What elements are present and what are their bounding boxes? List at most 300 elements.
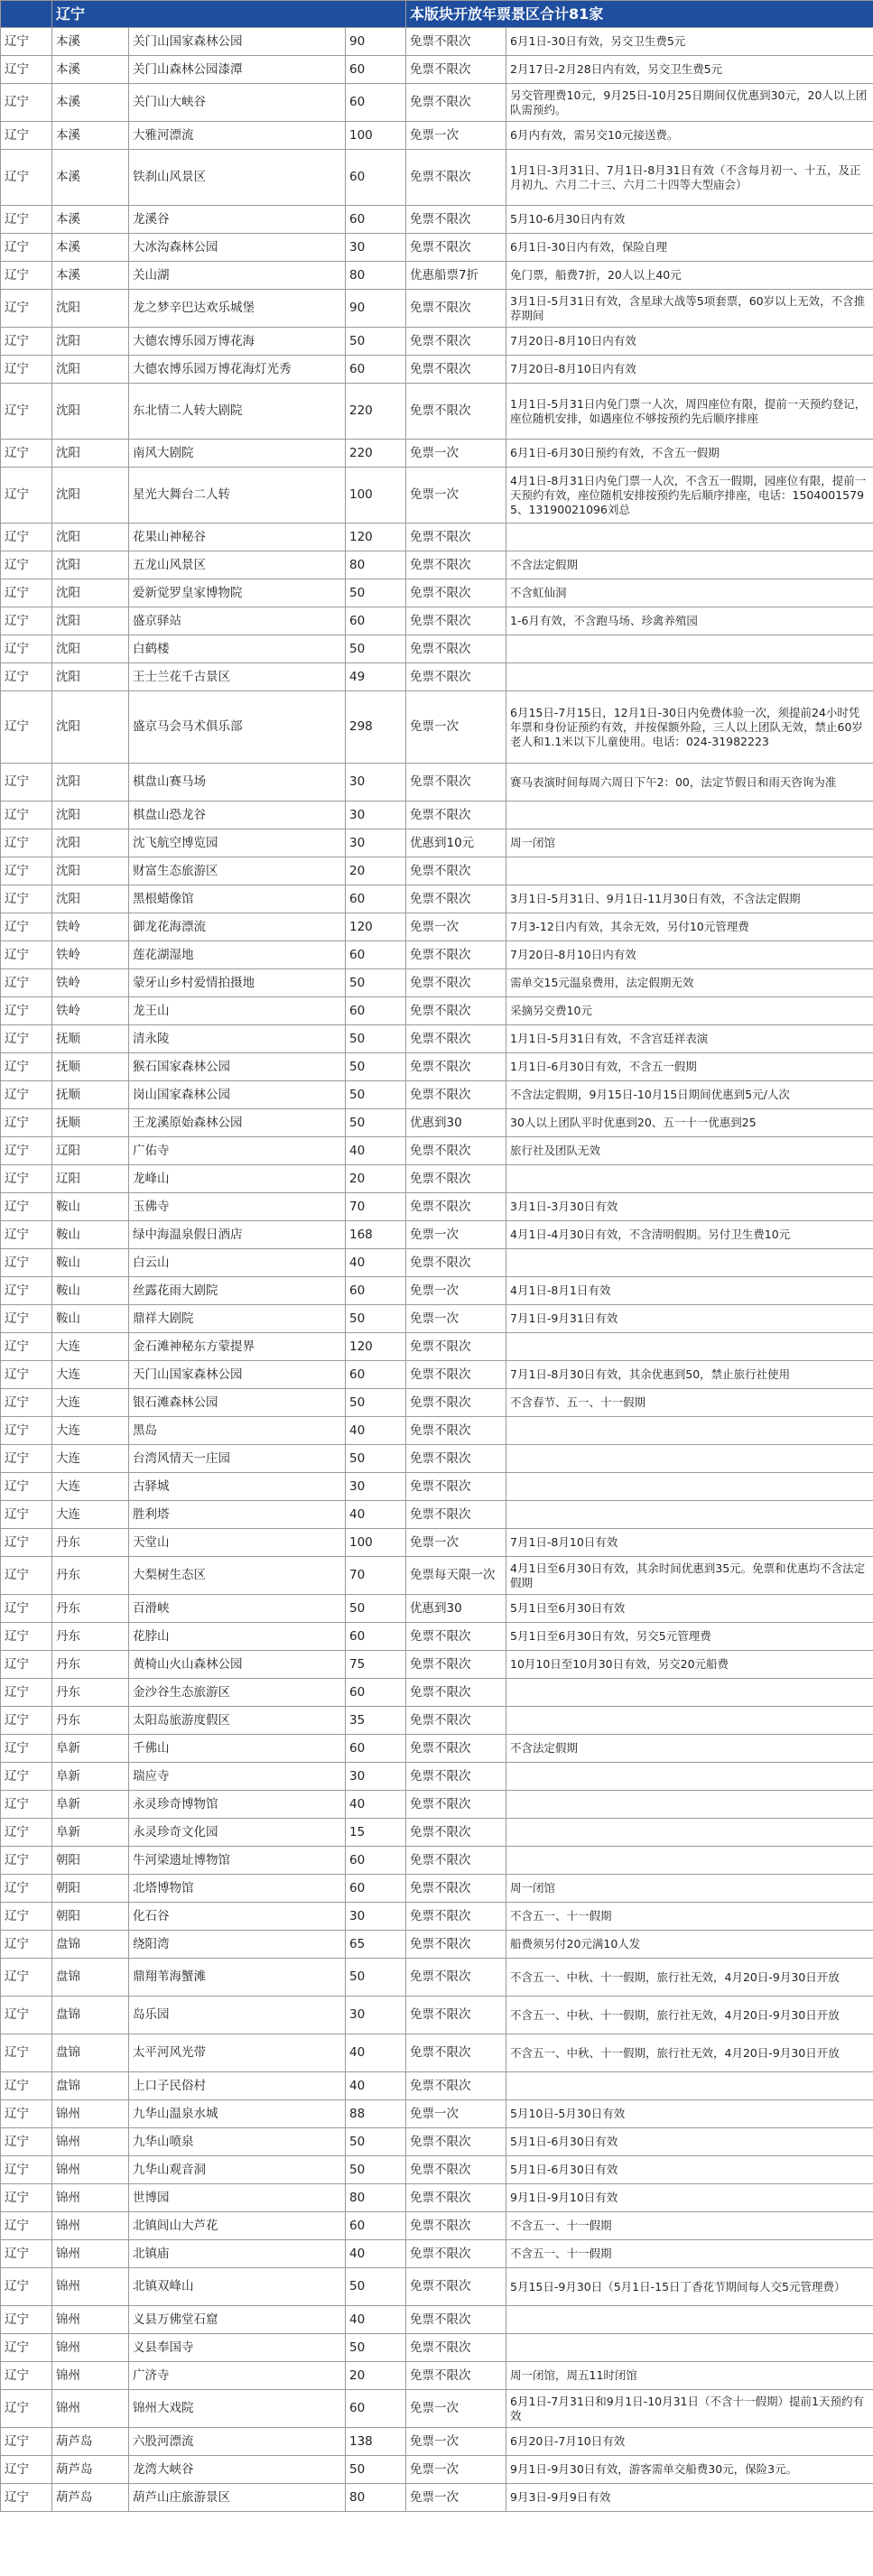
table-row: [1, 2390, 873, 2428]
cell-price: 80: [346, 2484, 406, 2512]
cell-scenic-spot: 关门山森林公园漆潭: [129, 56, 346, 84]
cell-price: 30: [346, 764, 406, 802]
cell-city: 铁岭: [52, 913, 129, 941]
cell-scenic-spot: 大梨树生态区: [129, 1557, 346, 1595]
cell-province: 辽宁: [1, 2100, 52, 2128]
cell-price: 120: [346, 524, 406, 551]
cell-city: 本溪: [52, 56, 129, 84]
cell-province: 辽宁: [1, 2362, 52, 2390]
cell-city: 沈阳: [52, 468, 129, 524]
table-row: [1, 1529, 873, 1557]
cell-price: 60: [346, 356, 406, 384]
cell-scenic-spot: 广佑寺: [129, 1137, 346, 1165]
table-row: [1, 1903, 873, 1931]
cell-note: 9月1日-9月30日有效，游客需单交船费30元，保险3元。: [506, 2456, 873, 2484]
cell-scenic-spot: 关门山大峡谷: [129, 84, 346, 122]
cell-price: 60: [346, 1735, 406, 1763]
cell-price: 40: [346, 2306, 406, 2334]
cell-city: 大连: [52, 1473, 129, 1501]
table-row: [1, 691, 873, 764]
cell-note: 7月20日-8月10日内有效: [506, 328, 873, 356]
cell-price: 15: [346, 1819, 406, 1847]
cell-note: 6月1日-7月31日和9月1日-10月31日（不含十一假期）提前1天预约有效: [506, 2390, 873, 2428]
table-row: [1, 1165, 873, 1193]
table-row: [1, 122, 873, 150]
cell-city: 抚顺: [52, 1053, 129, 1081]
cell-scenic-spot: 黑岛: [129, 1417, 346, 1445]
cell-ticket-policy: 免票不限次: [406, 1791, 506, 1819]
table-row: [1, 2240, 873, 2268]
cell-city: 辽阳: [52, 1165, 129, 1193]
cell-price: 20: [346, 1165, 406, 1193]
cell-ticket-policy: 免票不限次: [406, 1081, 506, 1109]
cell-scenic-spot: 关门山国家森林公园: [129, 28, 346, 56]
cell-province: 辽宁: [1, 1651, 52, 1679]
cell-province: 辽宁: [1, 440, 52, 468]
table-row: [1, 1735, 873, 1763]
table-row: [1, 2306, 873, 2334]
cell-ticket-policy: 免票一次: [406, 2484, 506, 2512]
cell-price: 60: [346, 1679, 406, 1707]
cell-scenic-spot: 九华山喷泉: [129, 2128, 346, 2156]
cell-ticket-policy: 免票不限次: [406, 1389, 506, 1417]
cell-note: [506, 1473, 873, 1501]
cell-ticket-policy: 免票不限次: [406, 1997, 506, 2034]
cell-province: 辽宁: [1, 1529, 52, 1557]
cell-province: 辽宁: [1, 262, 52, 290]
cell-province: 辽宁: [1, 1707, 52, 1735]
cell-price: 80: [346, 2184, 406, 2212]
cell-scenic-spot: 金石滩神秘东方蒙提界: [129, 1333, 346, 1361]
cell-scenic-spot: 铁刹山风景区: [129, 150, 346, 206]
cell-scenic-spot: 百滑峡: [129, 1595, 346, 1623]
cell-scenic-spot: 义县万佛堂石窟: [129, 2306, 346, 2334]
cell-ticket-policy: 免票不限次: [406, 1819, 506, 1847]
cell-ticket-policy: 免票不限次: [406, 1501, 506, 1529]
cell-scenic-spot: 瑞应寺: [129, 1763, 346, 1791]
cell-note: [506, 1847, 873, 1875]
cell-ticket-policy: 免票不限次: [406, 1249, 506, 1277]
cell-city: 大连: [52, 1417, 129, 1445]
cell-price: 298: [346, 691, 406, 764]
cell-city: 葫芦岛: [52, 2484, 129, 2512]
cell-scenic-spot: 白云山: [129, 1249, 346, 1277]
cell-city: 沈阳: [52, 829, 129, 857]
cell-city: 葫芦岛: [52, 2428, 129, 2456]
cell-scenic-spot: 上口子民俗村: [129, 2072, 346, 2100]
cell-note: 5月15日-9月30日（5月1日-15日丁香花节期间每人交5元管理费）: [506, 2268, 873, 2306]
cell-scenic-spot: 棋盘山恐龙谷: [129, 802, 346, 829]
cell-price: 40: [346, 1249, 406, 1277]
cell-ticket-policy: 免票不限次: [406, 857, 506, 885]
cell-city: 锦州: [52, 2156, 129, 2184]
table-row: [1, 262, 873, 290]
cell-scenic-spot: 龙之梦辛巴达欢乐城堡: [129, 290, 346, 328]
table-row: [1, 524, 873, 551]
cell-ticket-policy: 免票不限次: [406, 84, 506, 122]
cell-scenic-spot: 世博园: [129, 2184, 346, 2212]
cell-note: 9月1日-9月10日有效: [506, 2184, 873, 2212]
cell-ticket-policy: 免票不限次: [406, 290, 506, 328]
cell-city: 沈阳: [52, 524, 129, 551]
cell-city: 本溪: [52, 84, 129, 122]
cell-scenic-spot: 北镇双峰山: [129, 2268, 346, 2306]
cell-province: 辽宁: [1, 1791, 52, 1819]
cell-note: 1月1日-6月30日有效，不含五一假期: [506, 1053, 873, 1081]
cell-city: 丹东: [52, 1595, 129, 1623]
cell-scenic-spot: 大冰沟森林公园: [129, 234, 346, 262]
cell-price: 50: [346, 635, 406, 663]
table-header-row: [1, 1, 873, 28]
table-row: [1, 663, 873, 691]
cell-ticket-policy: 免票不限次: [406, 1763, 506, 1791]
cell-ticket-policy: 免票不限次: [406, 1165, 506, 1193]
cell-price: 220: [346, 440, 406, 468]
cell-ticket-policy: 免票不限次: [406, 206, 506, 234]
table-row: [1, 2212, 873, 2240]
cell-scenic-spot: 化石谷: [129, 1903, 346, 1931]
cell-note: 4月1日-4月30日有效，不含清明假期。另付卫生费10元: [506, 1221, 873, 1249]
cell-ticket-policy: 免票不限次: [406, 663, 506, 691]
cell-price: 80: [346, 551, 406, 579]
cell-scenic-spot: 沈飞航空博览园: [129, 829, 346, 857]
cell-price: 50: [346, 579, 406, 607]
cell-note: 另交管理费10元，9月25日-10月25日期间仅优惠到30元，20人以上团队需预约。: [506, 84, 873, 122]
cell-province: 辽宁: [1, 2156, 52, 2184]
cell-scenic-spot: 玉佛寺: [129, 1193, 346, 1221]
table-row: [1, 2362, 873, 2390]
cell-note: 7月1日-9月31日有效: [506, 1305, 873, 1333]
cell-note: 4月1日至6月30日有效，其余时间优惠到35元。免票和优惠均不含法定假期: [506, 1557, 873, 1595]
cell-price: 60: [346, 150, 406, 206]
cell-price: 90: [346, 290, 406, 328]
cell-price: 120: [346, 1333, 406, 1361]
cell-city: 朝阳: [52, 1847, 129, 1875]
cell-note: [506, 1679, 873, 1707]
cell-city: 本溪: [52, 234, 129, 262]
cell-note: 7月20日-8月10日内有效: [506, 941, 873, 969]
cell-province: 辽宁: [1, 468, 52, 524]
cell-scenic-spot: 岗山国家森林公园: [129, 1081, 346, 1109]
cell-ticket-policy: 免票不限次: [406, 2212, 506, 2240]
cell-ticket-policy: 免票不限次: [406, 551, 506, 579]
cell-note: 4月1日-8月1日有效: [506, 1277, 873, 1305]
cell-scenic-spot: 大雅河漂流: [129, 122, 346, 150]
cell-city: 辽阳: [52, 1137, 129, 1165]
table-row: [1, 1249, 873, 1277]
cell-scenic-spot: 星光大舞台二人转: [129, 468, 346, 524]
cell-price: 90: [346, 28, 406, 56]
cell-price: 50: [346, 1445, 406, 1473]
cell-note: 2月17日-2月28日内有效，另交卫生费5元: [506, 56, 873, 84]
cell-province: 辽宁: [1, 764, 52, 802]
table-row: [1, 635, 873, 663]
cell-city: 本溪: [52, 206, 129, 234]
cell-province: 辽宁: [1, 2184, 52, 2212]
cell-province: 辽宁: [1, 2212, 52, 2240]
cell-ticket-policy: 免票不限次: [406, 1903, 506, 1931]
cell-note: [506, 2072, 873, 2100]
cell-province: 辽宁: [1, 607, 52, 635]
cell-price: 35: [346, 1707, 406, 1735]
cell-note: 采摘另交费10元: [506, 997, 873, 1025]
cell-city: 锦州: [52, 2128, 129, 2156]
cell-province: 辽宁: [1, 122, 52, 150]
cell-scenic-spot: 御龙花海漂流: [129, 913, 346, 941]
cell-note: 周一闭馆: [506, 1875, 873, 1903]
cell-province: 辽宁: [1, 1763, 52, 1791]
cell-price: 60: [346, 607, 406, 635]
cell-province: 辽宁: [1, 1333, 52, 1361]
cell-note: [506, 1707, 873, 1735]
cell-city: 锦州: [52, 2100, 129, 2128]
cell-ticket-policy: 优惠到30: [406, 1595, 506, 1623]
cell-scenic-spot: 鼎翔苇海蟹滩: [129, 1959, 346, 1997]
cell-city: 铁岭: [52, 969, 129, 997]
table-row: [1, 1025, 873, 1053]
table-row: [1, 1277, 873, 1305]
cell-province: 辽宁: [1, 1361, 52, 1389]
cell-province: 辽宁: [1, 56, 52, 84]
cell-price: 40: [346, 1791, 406, 1819]
table-row: [1, 1081, 873, 1109]
cell-price: 40: [346, 2072, 406, 2100]
cell-city: 锦州: [52, 2390, 129, 2428]
table-row: [1, 1221, 873, 1249]
cell-city: 盘锦: [52, 1931, 129, 1959]
cell-scenic-spot: 白鹤楼: [129, 635, 346, 663]
cell-city: 锦州: [52, 2334, 129, 2362]
cell-note: 5月1日至6月30日有效: [506, 1595, 873, 1623]
cell-scenic-spot: 龙王山: [129, 997, 346, 1025]
cell-ticket-policy: 免票不限次: [406, 234, 506, 262]
cell-note: 3月1日-3月30日有效: [506, 1193, 873, 1221]
table-row: [1, 607, 873, 635]
cell-city: 沈阳: [52, 440, 129, 468]
cell-note: [506, 524, 873, 551]
cell-note: 不含虹仙洞: [506, 579, 873, 607]
cell-city: 鞍山: [52, 1249, 129, 1277]
cell-scenic-spot: 胜利塔: [129, 1501, 346, 1529]
table-row: [1, 1333, 873, 1361]
cell-scenic-spot: 金沙谷生态旅游区: [129, 1679, 346, 1707]
cell-note: [506, 1417, 873, 1445]
cell-price: 50: [346, 2456, 406, 2484]
cell-note: [506, 2306, 873, 2334]
table-row: [1, 1595, 873, 1623]
cell-price: 60: [346, 941, 406, 969]
cell-price: 30: [346, 234, 406, 262]
cell-city: 本溪: [52, 150, 129, 206]
cell-note: [506, 1445, 873, 1473]
cell-ticket-policy: 优惠到10元: [406, 829, 506, 857]
cell-note: 6月内有效，需另交10元接送费。: [506, 122, 873, 150]
cell-ticket-policy: 免票一次: [406, 2428, 506, 2456]
cell-price: 100: [346, 122, 406, 150]
cell-ticket-policy: 免票不限次: [406, 2362, 506, 2390]
table-row: [1, 1997, 873, 2034]
cell-scenic-spot: 花果山神秘谷: [129, 524, 346, 551]
cell-city: 丹东: [52, 1679, 129, 1707]
cell-scenic-spot: 太平河风光带: [129, 2034, 346, 2072]
cell-province: 辽宁: [1, 206, 52, 234]
cell-price: 50: [346, 1081, 406, 1109]
cell-scenic-spot: 银石滩森林公园: [129, 1389, 346, 1417]
cell-province: 辽宁: [1, 2072, 52, 2100]
cell-scenic-spot: 永灵珍奇文化园: [129, 1819, 346, 1847]
cell-city: 大连: [52, 1501, 129, 1529]
cell-ticket-policy: 免票不限次: [406, 885, 506, 913]
cell-city: 沈阳: [52, 579, 129, 607]
cell-price: 100: [346, 1529, 406, 1557]
table-row: [1, 2128, 873, 2156]
cell-province: 辽宁: [1, 857, 52, 885]
cell-city: 抚顺: [52, 1025, 129, 1053]
cell-ticket-policy: 免票不限次: [406, 1847, 506, 1875]
cell-city: 丹东: [52, 1557, 129, 1595]
cell-city: 葫芦岛: [52, 2456, 129, 2484]
table-row: [1, 440, 873, 468]
cell-note: 1月1日-3月31日、7月1日-8月31日有效（不含每月初一、十五，及正月初九、六月二十三、六月二十四等大型庙会）: [506, 150, 873, 206]
cell-note: [506, 2334, 873, 2362]
cell-note: 不含五一、十一假期: [506, 2212, 873, 2240]
cell-note: 30人以上团队平时优惠到20、五一十一优惠到25: [506, 1109, 873, 1137]
cell-scenic-spot: 绿中海温泉假日酒店: [129, 1221, 346, 1249]
cell-city: 本溪: [52, 122, 129, 150]
cell-note: 不含五一、中秋、十一假期，旅行社无效，4月20日-9月30日开放: [506, 1997, 873, 2034]
cell-scenic-spot: 九华山温泉水城: [129, 2100, 346, 2128]
cell-province: 辽宁: [1, 2268, 52, 2306]
cell-ticket-policy: 免票不限次: [406, 635, 506, 663]
cell-province: 辽宁: [1, 2306, 52, 2334]
cell-city: 盘锦: [52, 1959, 129, 1997]
table-row: [1, 913, 873, 941]
cell-province: 辽宁: [1, 2484, 52, 2512]
table-row: [1, 997, 873, 1025]
cell-city: 丹东: [52, 1651, 129, 1679]
cell-province: 辽宁: [1, 2334, 52, 2362]
cell-province: 辽宁: [1, 1053, 52, 1081]
cell-note: 7月1日-8月10日有效: [506, 1529, 873, 1557]
cell-price: 50: [346, 969, 406, 997]
header-province: 辽宁: [52, 1, 406, 28]
cell-scenic-spot: 广济寺: [129, 2362, 346, 2390]
table-row: [1, 1819, 873, 1847]
cell-scenic-spot: 绕阳湾: [129, 1931, 346, 1959]
cell-note: 不含五一、中秋、十一假期，旅行社无效，4月20日-9月30日开放: [506, 2034, 873, 2072]
cell-ticket-policy: 免票一次: [406, 913, 506, 941]
cell-price: 30: [346, 802, 406, 829]
table-row: [1, 1473, 873, 1501]
cell-ticket-policy: 免票不限次: [406, 1445, 506, 1473]
cell-province: 辽宁: [1, 356, 52, 384]
cell-ticket-policy: 免票一次: [406, 1529, 506, 1557]
cell-price: 138: [346, 2428, 406, 2456]
table-row: [1, 885, 873, 913]
cell-note: 不含法定假期: [506, 551, 873, 579]
cell-ticket-policy: 免票不限次: [406, 969, 506, 997]
cell-province: 辽宁: [1, 1249, 52, 1277]
cell-note: 旅行社及团队无效: [506, 1137, 873, 1165]
cell-scenic-spot: 莲花湖湿地: [129, 941, 346, 969]
cell-province: 辽宁: [1, 913, 52, 941]
cell-ticket-policy: 免票不限次: [406, 2072, 506, 2100]
cell-price: 50: [346, 1305, 406, 1333]
cell-scenic-spot: 龙溪谷: [129, 206, 346, 234]
cell-note: 5月1日-6月30日有效: [506, 2156, 873, 2184]
table-row: [1, 1679, 873, 1707]
cell-ticket-policy: 免票每天限一次: [406, 1557, 506, 1595]
cell-province: 辽宁: [1, 1903, 52, 1931]
cell-ticket-policy: 优惠到30: [406, 1109, 506, 1137]
cell-ticket-policy: 免票不限次: [406, 1025, 506, 1053]
cell-ticket-policy: 免票不限次: [406, 1735, 506, 1763]
cell-note: 5月10日-5月30日有效: [506, 2100, 873, 2128]
cell-province: 辽宁: [1, 1137, 52, 1165]
table-row: [1, 206, 873, 234]
cell-note: [506, 1819, 873, 1847]
cell-note: 5月1日-6月30日有效: [506, 2128, 873, 2156]
cell-city: 沈阳: [52, 764, 129, 802]
cell-note: [506, 1165, 873, 1193]
table-row: [1, 384, 873, 440]
table-row: [1, 1875, 873, 1903]
table-row: [1, 2034, 873, 2072]
table-row: [1, 551, 873, 579]
table-row: [1, 1763, 873, 1791]
table-row: [1, 150, 873, 206]
cell-province: 辽宁: [1, 941, 52, 969]
cell-scenic-spot: 王龙溪原始森林公园: [129, 1109, 346, 1137]
table-row: [1, 234, 873, 262]
cell-city: 丹东: [52, 1707, 129, 1735]
cell-ticket-policy: 免票不限次: [406, 1959, 506, 1997]
cell-ticket-policy: 免票不限次: [406, 607, 506, 635]
cell-price: 168: [346, 1221, 406, 1249]
cell-ticket-policy: 免票一次: [406, 691, 506, 764]
cell-ticket-policy: 优惠船票7折: [406, 262, 506, 290]
cell-ticket-policy: 免票不限次: [406, 2034, 506, 2072]
cell-ticket-policy: 免票不限次: [406, 802, 506, 829]
cell-scenic-spot: 牛河梁遗址博物馆: [129, 1847, 346, 1875]
cell-price: 50: [346, 2334, 406, 2362]
cell-note: 3月1日-5月31日有效，含星球大战等5项套票，60岁以上无效，不含推荐期间: [506, 290, 873, 328]
cell-ticket-policy: 免票不限次: [406, 524, 506, 551]
cell-ticket-policy: 免票不限次: [406, 1931, 506, 1959]
cell-price: 50: [346, 1109, 406, 1137]
cell-price: 60: [346, 2390, 406, 2428]
cell-price: 49: [346, 663, 406, 691]
cell-note: [506, 857, 873, 885]
cell-city: 沈阳: [52, 384, 129, 440]
cell-province: 辽宁: [1, 2456, 52, 2484]
table-row: [1, 2072, 873, 2100]
cell-ticket-policy: 免票不限次: [406, 997, 506, 1025]
cell-ticket-policy: 免票不限次: [406, 2306, 506, 2334]
table-row: [1, 1137, 873, 1165]
table-row: [1, 1361, 873, 1389]
cell-ticket-policy: 免票一次: [406, 2456, 506, 2484]
cell-price: 60: [346, 84, 406, 122]
cell-city: 沈阳: [52, 356, 129, 384]
cell-price: 60: [346, 1623, 406, 1651]
table-row: [1, 2484, 873, 2512]
cell-ticket-policy: 免票不限次: [406, 2156, 506, 2184]
cell-price: 120: [346, 913, 406, 941]
cell-province: 辽宁: [1, 28, 52, 56]
cell-ticket-policy: 免票不限次: [406, 1651, 506, 1679]
cell-price: 50: [346, 1389, 406, 1417]
